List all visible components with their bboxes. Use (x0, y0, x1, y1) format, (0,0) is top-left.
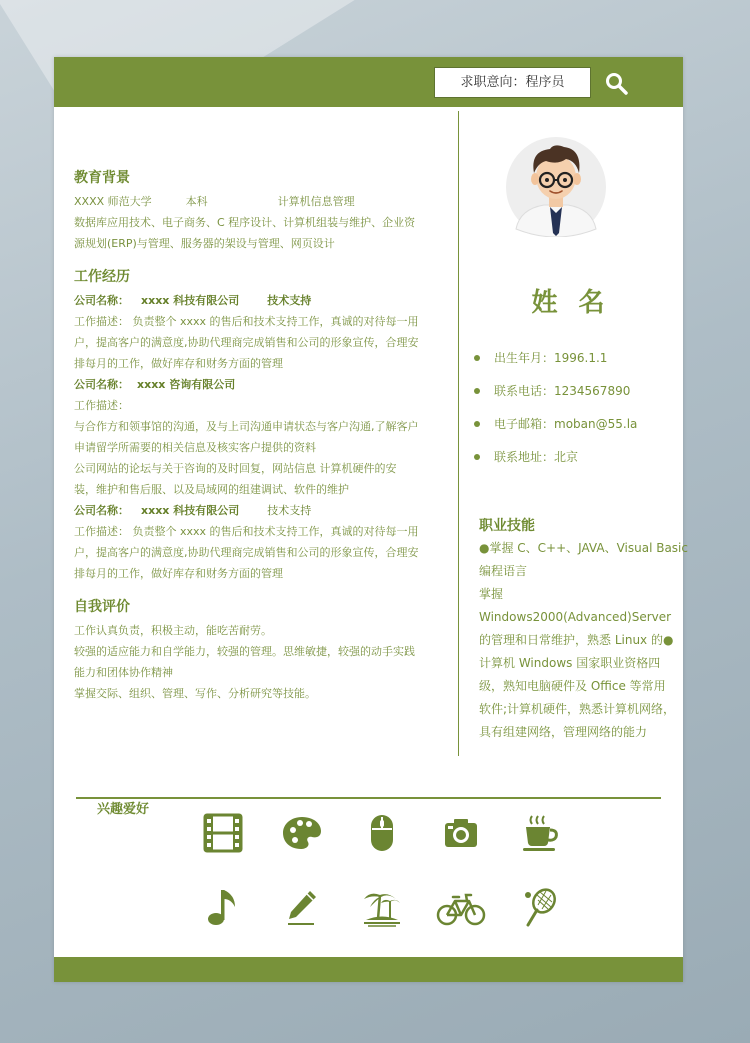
address-text: 联系地址：北京 (494, 450, 579, 464)
search-icon[interactable] (604, 71, 628, 95)
job3-header (74, 500, 444, 521)
company-name: xxxx 科技有限公司 (141, 504, 240, 517)
resume-sheet (54, 57, 688, 982)
job-desc-line: 装，维护和售后服、以及局域网的组建调试、软件的维护 (74, 483, 349, 496)
job-desc-line: 排每月的工作，做好库存和财务方面的管理 (74, 357, 283, 370)
info-birth (474, 346, 637, 379)
self-eval-line: 能力和团体协作精神 (74, 666, 173, 679)
footer-bar (54, 957, 683, 982)
job-desc-line: 户，提高客户的满意度,协助代理商完成销售和公司的形象宣传，合理安 (74, 336, 419, 349)
coffee-icon (518, 811, 562, 855)
degree: 本科 (185, 195, 208, 208)
job1-header (74, 290, 444, 311)
job-desc-line: 工作描述： (74, 399, 129, 412)
tennis-racket-icon (518, 885, 562, 929)
job-desc-line: 排每月的工作，做好库存和财务方面的管理 (74, 567, 283, 580)
job-desc-line: 公司网站的论坛与关于咨询的及时回复，网站信息 计算机硬件的安 (74, 462, 397, 475)
job2-header (74, 374, 444, 395)
birth-text: 出生年月：1996.1.1 (494, 351, 608, 365)
school: XXXX 师范大学 (74, 195, 152, 208)
job-desc-line: 与合作方和领事馆的沟通，及与上司沟通申请状态与客户沟通,了解客户 (74, 420, 419, 433)
self-eval-line: 较强的适应能力和自学能力，较强的管理。思维敏捷，较强的动手实践 (74, 645, 415, 658)
bullet-icon (474, 355, 480, 361)
skills-line: ●掌握 C、C++、JAVA、Visual Basic (479, 541, 688, 555)
education-title: 教育背景 (74, 170, 130, 186)
pencil-icon (280, 885, 324, 929)
job-role: 技术支持 (267, 504, 312, 517)
skills-line: 具有组建网络，管理网络的能力 (479, 725, 648, 739)
email-text: 电子邮箱：moban@55.la (494, 417, 638, 431)
skills-line: 级，熟知电脑硬件及 Office 等常用 (479, 679, 666, 693)
mouse-icon (360, 811, 404, 855)
column-divider (458, 111, 459, 756)
job-desc-line: 户，提高客户的满意度,协助代理商完成销售和公司的形象宣传，合理安 (74, 546, 419, 559)
phone-text: 联系电话：1234567890 (494, 384, 631, 398)
company-label: 公司名称： (74, 294, 129, 307)
job-desc-line: 工作描述： 负责整个 xxxx 的售后和技术支持工作，真诚的对待每一用 (74, 315, 419, 328)
self-eval-line: 掌握交际、组织、管理、写作、分析研究等技能。 (74, 687, 316, 700)
company-label: 公司名称： (74, 378, 129, 391)
contact-info (474, 346, 637, 478)
skills-line: 编程语言 (479, 564, 528, 578)
company-label: 公司名称： (74, 504, 129, 517)
major: 计算机信息管理 (277, 195, 355, 208)
skills-line: 软件;计算机硬件，熟悉计算机网络， (479, 702, 676, 716)
bullet-icon (474, 454, 480, 460)
bullet-icon (474, 388, 480, 394)
job-role: 技术支持 (267, 294, 312, 307)
hobby-title: 兴趣爱好 (97, 802, 150, 817)
palm-island-icon (360, 885, 404, 929)
bullet-icon (474, 421, 480, 427)
self-eval-line: 工作认真负责，积极主动，能吃苦耐劳。 (74, 624, 272, 637)
job-intention: 求职意向：程序员 (434, 67, 591, 98)
company-name: xxxx 科技有限公司 (141, 294, 240, 307)
left-column (74, 167, 444, 704)
skills-line: 掌握 (479, 587, 504, 601)
header-bar (54, 57, 683, 107)
company-name: xxxx 咨询有限公司 (137, 378, 236, 391)
info-address (474, 445, 637, 478)
skills-title: 职业技能 (479, 518, 535, 534)
job-desc-line: 申请留学所需要的相关信息及核实客户提供的资料 (74, 441, 316, 454)
courses-line: 数据库应用技术、电子商务、C 程序设计、计算机组装与维护、企业资 (74, 216, 416, 229)
courses-line: 源规划(ERP)与管理、服务器的架设与管理、网页设计 (74, 237, 335, 250)
bicycle-icon (435, 885, 487, 929)
palette-icon (280, 811, 324, 855)
avatar (506, 137, 606, 237)
camera-icon (439, 811, 483, 855)
skills-line: Windows2000(Advanced)Server (479, 610, 672, 624)
skills-text (479, 537, 688, 744)
hobby-divider (76, 797, 661, 799)
skills-line: 的管理和日常维护，熟悉 Linux 的● (479, 633, 674, 647)
job-desc-line: 工作描述： 负责整个 xxxx 的售后和技术支持工作，真诚的对待每一用 (74, 525, 419, 538)
music-note-icon (201, 885, 245, 929)
skills-line: 计算机 Windows 国家职业资格四 (479, 656, 661, 670)
info-phone (474, 379, 637, 412)
candidate-name: 姓 名 (531, 288, 611, 318)
self-eval-title: 自我评价 (74, 599, 130, 615)
education-row (74, 191, 444, 212)
info-email (474, 412, 637, 445)
work-title: 工作经历 (74, 269, 130, 285)
film-icon (201, 811, 245, 855)
